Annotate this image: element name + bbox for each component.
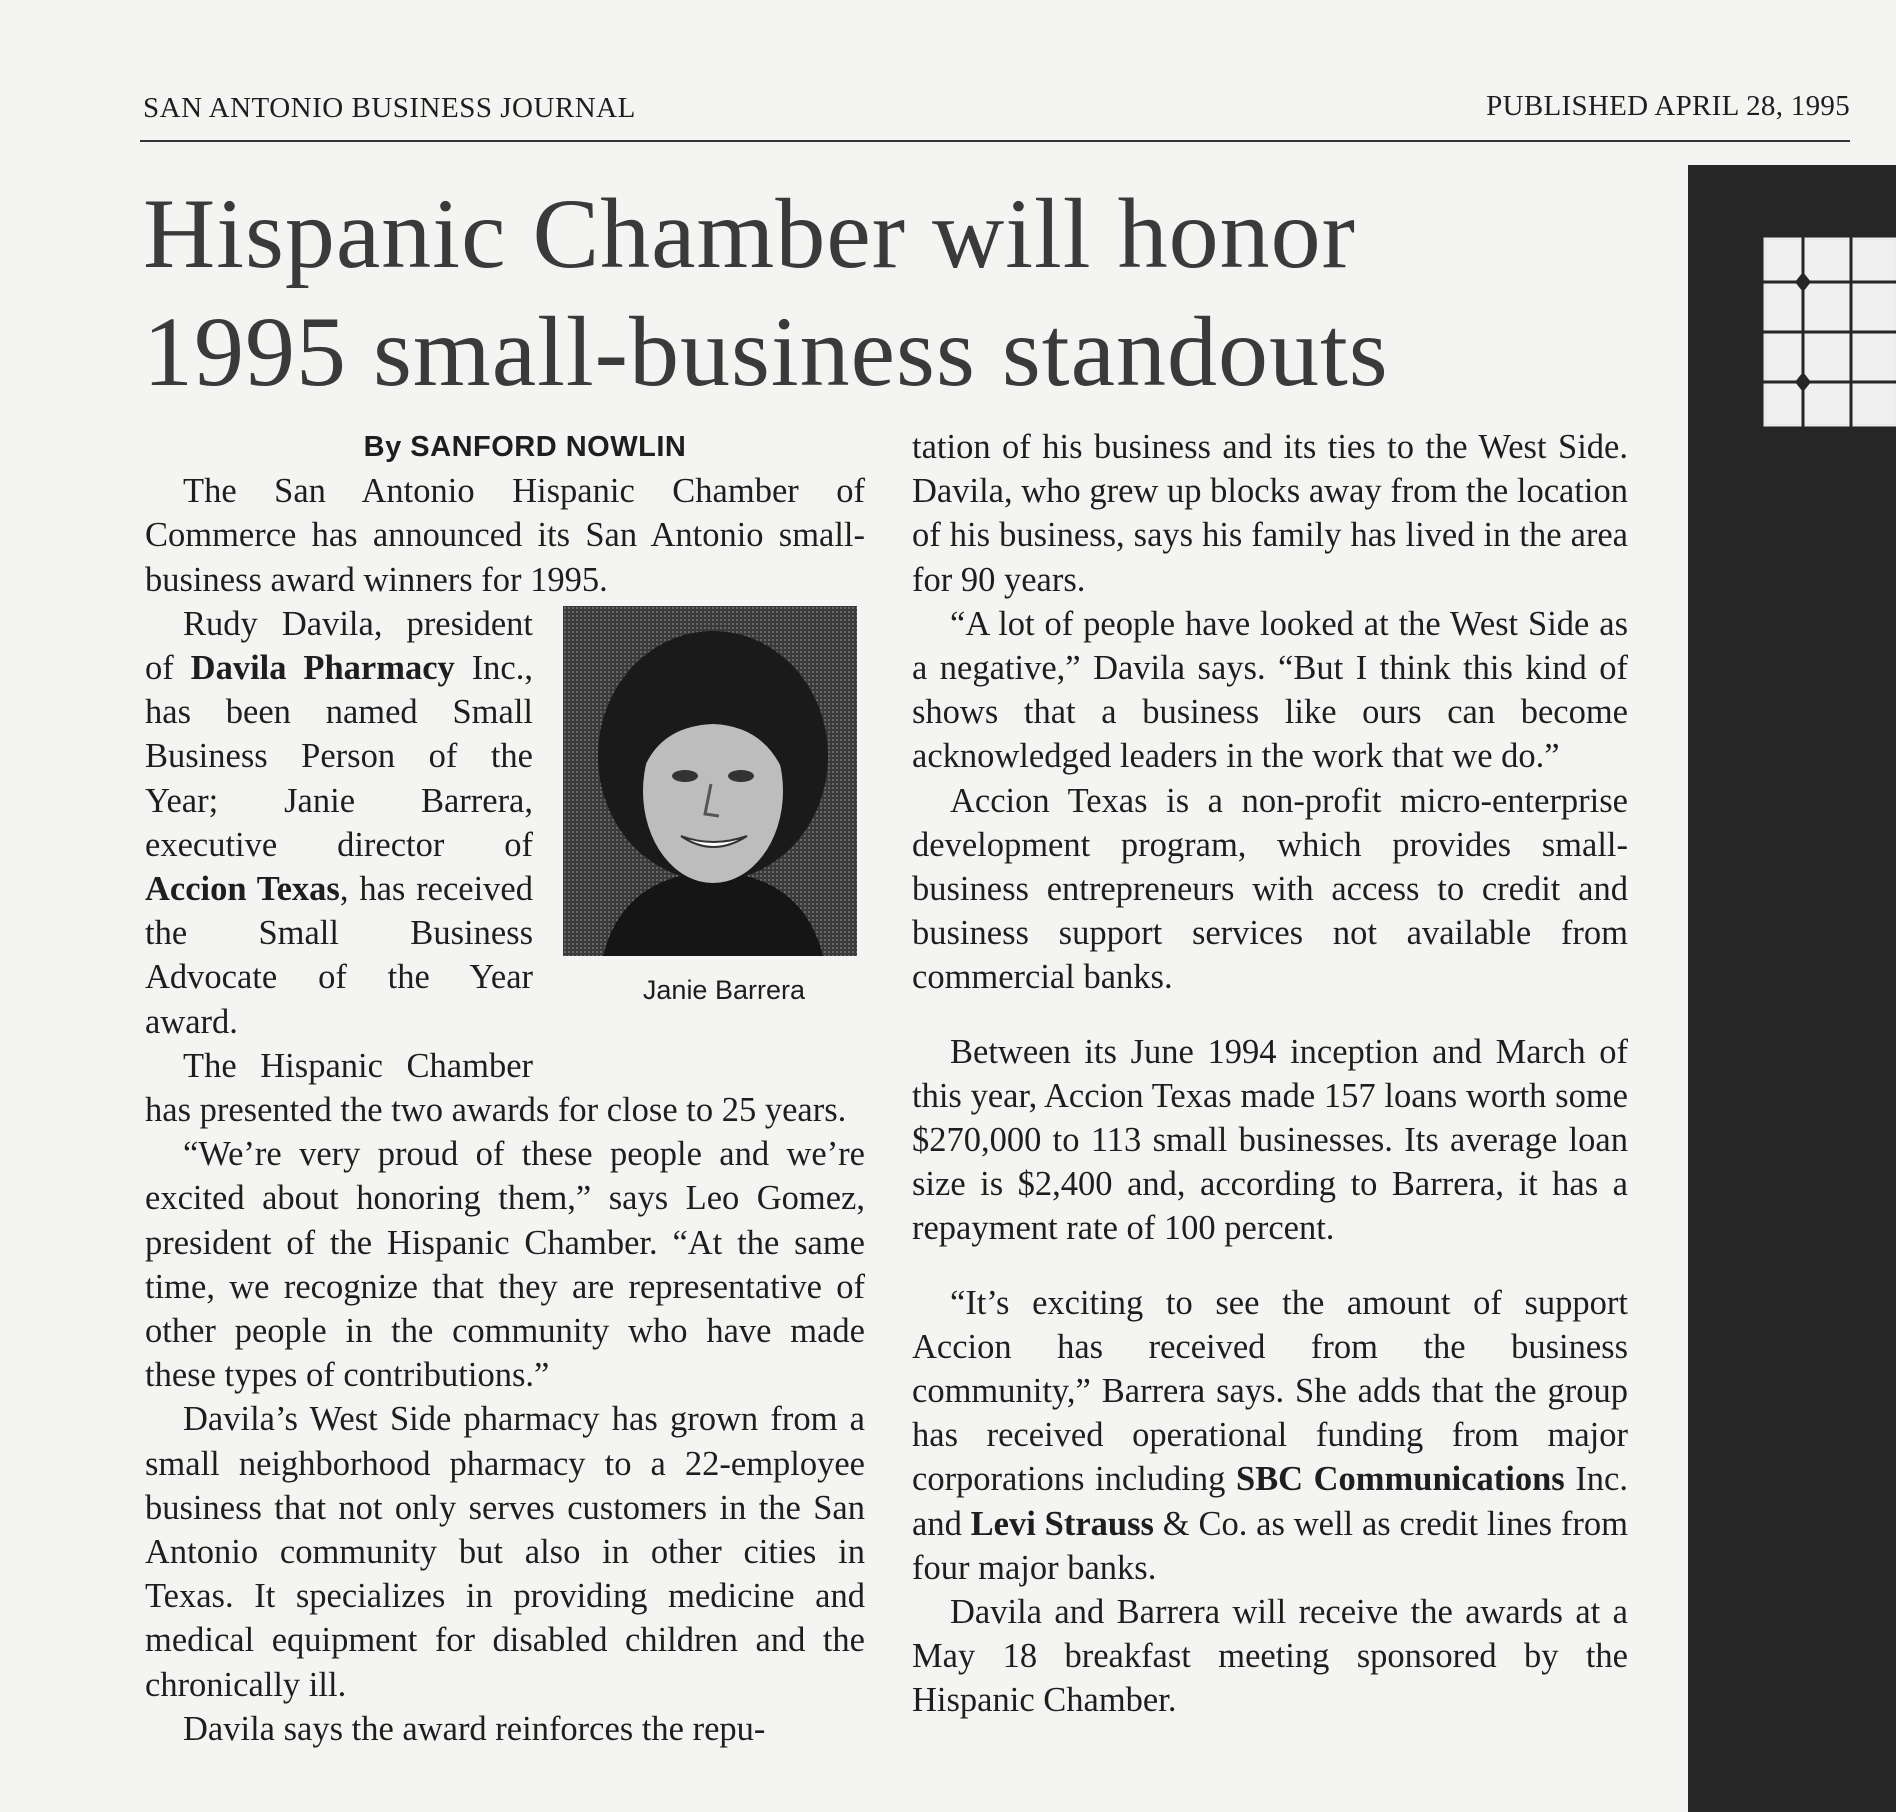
portrait-illustration [563, 606, 857, 956]
adjacent-dark-panel [1688, 165, 1896, 1812]
article-column-1 [145, 425, 865, 1751]
paragraph-2: Rudy Davila, president of Davila Pharmacy Inc., has been named Small Business Person of the Year; Janie Barrera, executive director of Accion Texas, has received the Small Business Advocate of the Year award. [145, 604, 533, 1041]
paragraph-12: Davila and Barrera will receive the awards at a May 18 breakfast meeting sponsored by the Hispanic Chamber. [912, 1593, 1628, 1720]
photo-block [547, 606, 865, 1064]
publication-date: PUBLISHED APRIL 28, 1995 [1486, 90, 1850, 122]
grid-logo-icon [1763, 237, 1896, 427]
byline: By SANFORD NOWLIN [363, 431, 687, 463]
headline-line-2: 1995 small-business standouts [143, 296, 1389, 407]
paragraph-5: Davila’s West Side pharmacy has grown from a small neighborhood pharmacy to a 22-employee business that not only serves customers in the San Antonio community but also in other cities in Texas. It specializes in providing medicine and medical equipment for disabled children and the chronically ill. [145, 1400, 865, 1704]
company-levi-strauss: Levi Strauss [970, 1504, 1154, 1543]
photo-caption: Janie Barrera [642, 974, 805, 1005]
company-sbc: SBC Communications [1235, 1460, 1565, 1499]
headline-line-1: Hispanic Chamber will honor [143, 178, 1356, 289]
publication-name: SAN ANTONIO BUSINESS JOURNAL [143, 92, 636, 124]
paragraph-11: “It’s exciting to see the amount of support Accion has received from the business community,” Barrera says. She adds that the group has received operational funding from major corporations including SBC Communications Inc. and Levi Strauss & Co. as well as credit lines from four major banks. [912, 1283, 1628, 1587]
headline [143, 175, 1603, 411]
paragraph-9: Accion Texas is a non-profit micro-enterprise development program, which provides small-business entrepreneurs with access to credit and business support services not available from commercial banks. [912, 781, 1628, 997]
paragraph-4: “We’re very proud of these people and we’re excited about honoring them,” says Leo Gomez, president of the Hispanic Chamber. “At the same time, we recognize that they are representative of other people in the community who have made these types of contributions.” [145, 1135, 865, 1395]
paragraph-gap [912, 1251, 1628, 1281]
paragraph-3: The Hispanic Chamber has presented the two awards for close to 25 years. [145, 1046, 847, 1130]
paragraph-gap [912, 1000, 1628, 1030]
paragraph-1: The San Antonio Hispanic Chamber of Commerce has announced its San Antonio small-business award winners for 1995. [145, 472, 865, 599]
paragraph-10: Between its June 1994 inception and March of this year, Accion Texas made 157 loans worth some $270,000 to 113 small businesses. Its average loan size is $2,400 and, according to Barrera, it has a repayment rate of 100 percent. [912, 1032, 1628, 1248]
paragraph-7: tation of his business and its ties to the West Side. Davila, who grew up blocks away from the location of his business, says his family has lived in the area for 90 years. [912, 428, 1628, 599]
masthead [140, 90, 1850, 142]
article-column-2 [912, 425, 1628, 1723]
company-davila-pharmacy: Davila Pharmacy [190, 649, 455, 688]
paragraph-6: Davila says the award reinforces the repu- [183, 1709, 766, 1748]
portrait-photo [563, 606, 857, 956]
paragraph-8: “A lot of people have looked at the West Side as a negative,” Davila says. “But I think this kind of shows that a business like ours can become acknowledged leaders in the work that we do.” [912, 604, 1628, 776]
company-accion-texas: Accion Texas [145, 870, 340, 909]
